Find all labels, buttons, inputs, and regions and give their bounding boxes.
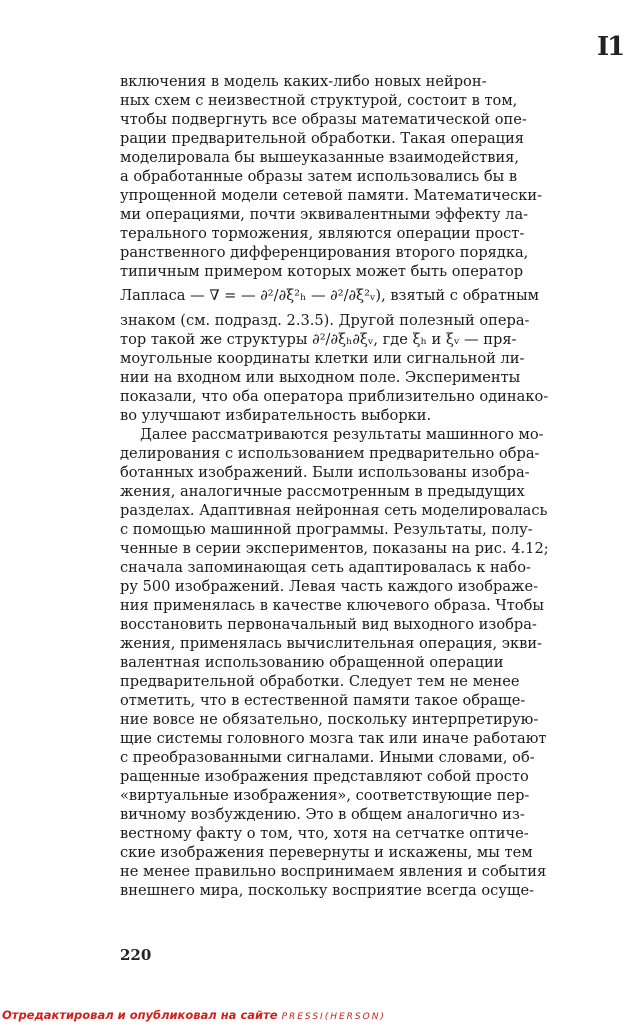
text-line: ские изображения перевернуты и искажены, мы тем bbox=[120, 844, 533, 861]
text-line: ми операциями, почти эквивалентными эффекту ла- bbox=[120, 206, 529, 223]
text-line: нии на входном или выходном поле. Эксперименты bbox=[120, 369, 521, 386]
text-line: с помощью машинной программы. Результаты, полу- bbox=[120, 521, 533, 538]
text-line: включения в модель каких-либо новых нейрон- bbox=[120, 73, 487, 90]
text-line: вестному факту о том, что, хотя на сетчатке оптиче- bbox=[120, 825, 529, 842]
text-line: типичным примером которых может быть оператор bbox=[120, 263, 524, 280]
text-line: «виртуальные изображения», соответствующие пер- bbox=[120, 787, 530, 804]
text-line: предварительной обработки. Следует тем не менее bbox=[120, 673, 520, 690]
text-line: моугольные координаты клетки или сигнальной ли- bbox=[120, 350, 525, 367]
footer-credit bbox=[2, 1008, 386, 1022]
text-line: терального торможения, являются операции прост- bbox=[120, 225, 525, 242]
corner-mark: I1 bbox=[597, 32, 623, 62]
text-line: моделировала бы вышеуказанные взаимодействия, bbox=[120, 149, 520, 166]
footer-site-link[interactable]: PRESSI(HERSON) bbox=[281, 1012, 386, 1022]
footer-prefix: Отредактировал и опубликовал на сайте bbox=[2, 1008, 278, 1022]
text-line: внешнего мира, поскольку восприятие всегда осуще- bbox=[120, 882, 535, 899]
text-line: валентная использованию обращенной операции bbox=[120, 654, 504, 671]
text-line: восстановить первоначальный вид выходного изобра- bbox=[120, 616, 537, 633]
text-line: ру 500 изображений. Левая часть каждого изображе- bbox=[120, 578, 539, 595]
text-line: чтобы подвергнуть все образы математической опе- bbox=[120, 111, 527, 128]
text-line: знаком (см. подразд. 2.3.5). Другой полезный опера- bbox=[120, 312, 530, 329]
text-line: а обработанные образы затем использовались бы в bbox=[120, 168, 518, 185]
text-line: разделах. Адаптивная нейронная сеть моделировалась bbox=[120, 502, 548, 519]
text-line: показали, что оба оператора приблизительно одинако- bbox=[120, 388, 549, 405]
body-text bbox=[120, 72, 608, 900]
text-line: жения, применялась вычислительная операция, экви- bbox=[120, 635, 542, 652]
text-line: щие системы головного мозга так или иначе работают bbox=[120, 730, 547, 747]
text-line: ния применялась в качестве ключевого образа. Чтобы bbox=[120, 597, 544, 614]
text-line: рации предварительной обработки. Такая операция bbox=[120, 130, 525, 147]
text-line: ние вовсе не обязательно, поскольку интерпретирую- bbox=[120, 711, 539, 728]
text-line: вичному возбуждению. Это в общем аналогично из- bbox=[120, 806, 525, 823]
text-line: во улучшают избирательность выборки. bbox=[120, 407, 432, 424]
text-line: жения, аналогичные рассмотренным в предыдущих bbox=[120, 483, 525, 500]
text-line: сначала запоминающая сеть адаптировалась к набо- bbox=[120, 559, 531, 576]
text-line: ранственного дифференцирования второго порядка, bbox=[120, 244, 529, 261]
text-line: тор такой же структуры ∂²/∂ξₕ∂ξᵥ, где ξₕ и ξᵥ — пря- bbox=[120, 331, 517, 348]
page-number: 220 bbox=[120, 946, 152, 964]
text-line: не менее правильно воспринимаем явления и события bbox=[120, 863, 547, 880]
text-line: отметить, что в естественной памяти такое обраще- bbox=[120, 692, 526, 709]
text-line: ных схем с неизвестной структурой, состоит в том, bbox=[120, 92, 518, 109]
text-line: ращенные изображения представляют собой просто bbox=[120, 768, 529, 785]
text-line: упрощенной модели сетевой памяти. Математически- bbox=[120, 187, 543, 204]
text-line: Далее рассматриваются результаты машинного мо- bbox=[140, 426, 544, 443]
text-line: ботанных изображений. Были использованы изобра- bbox=[120, 464, 530, 481]
text-line: делирования с использованием предварительно обра- bbox=[120, 445, 540, 462]
text-line: с преобразованными сигналами. Иными словами, об- bbox=[120, 749, 535, 766]
text-line: ченные в серии экспериментов, показаны на рис. 4.12; bbox=[120, 540, 549, 557]
formula-line: Лапласа — ∇ = — ∂²/∂ξ²ₕ — ∂²/∂ξ²ᵥ), взятый с обратным bbox=[120, 287, 539, 304]
